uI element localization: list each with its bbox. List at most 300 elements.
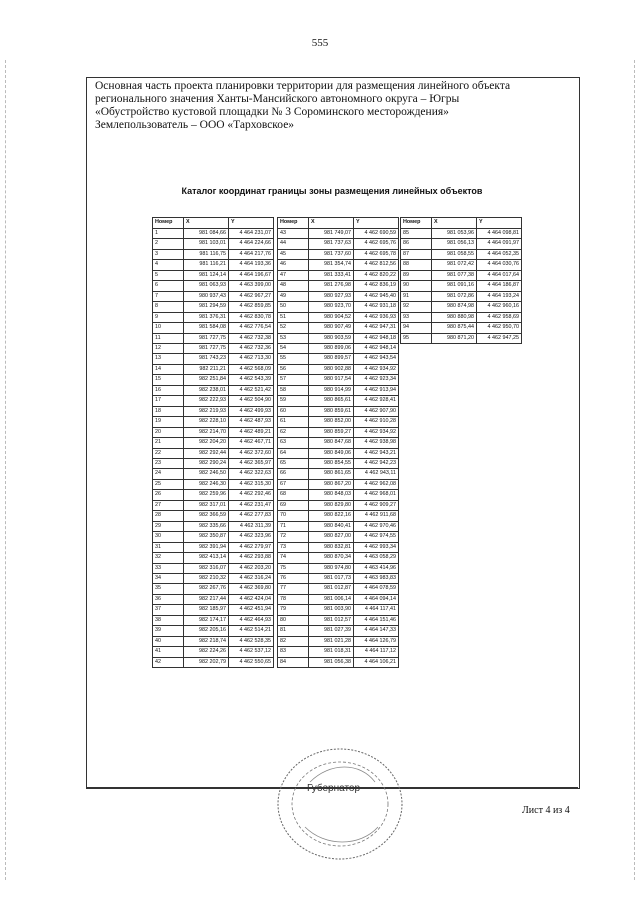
x-coordinate: 980 880,98	[432, 312, 477, 322]
x-coordinate: 982 214,70	[184, 427, 229, 437]
y-coordinate: 4 462 910,28	[354, 417, 399, 427]
y-coordinate: 4 462 931,18	[354, 302, 399, 312]
table-row	[153, 396, 274, 406]
y-coordinate: 4 464 091,97	[477, 239, 522, 249]
table-row	[278, 229, 399, 239]
x-coordinate: 982 218,74	[184, 636, 229, 646]
table-row	[278, 647, 399, 657]
y-coordinate: 4 462 467,71	[229, 438, 274, 448]
x-coordinate: 980 848,03	[309, 490, 354, 500]
point-number: 92	[401, 302, 432, 312]
point-number: 83	[278, 647, 309, 657]
x-coordinate: 982 317,01	[184, 500, 229, 510]
y-coordinate: 4 462 936,93	[354, 312, 399, 322]
x-coordinate: 982 202,79	[184, 657, 229, 667]
table-row	[278, 657, 399, 667]
x-coordinate: 980 907,49	[309, 323, 354, 333]
table-row	[153, 281, 274, 291]
y-coordinate: 4 462 928,41	[354, 396, 399, 406]
x-coordinate: 981 084,66	[184, 229, 229, 239]
point-number: 43	[278, 229, 309, 239]
y-coordinate: 4 462 504,90	[229, 396, 274, 406]
y-coordinate: 4 462 489,21	[229, 427, 274, 437]
y-coordinate: 4 462 695,76	[354, 239, 399, 249]
point-number: 84	[278, 657, 309, 667]
x-coordinate: 982 316,07	[184, 563, 229, 573]
table-row	[278, 500, 399, 510]
point-number: 62	[278, 427, 309, 437]
x-coordinate: 982 205,16	[184, 626, 229, 636]
y-coordinate: 4 462 695,78	[354, 249, 399, 259]
x-coordinate: 981 077,38	[432, 270, 477, 280]
y-coordinate: 4 464 094,14	[354, 594, 399, 604]
x-coordinate: 982 211,21	[184, 364, 229, 374]
point-number: 19	[153, 417, 184, 427]
point-number: 88	[401, 260, 432, 270]
y-coordinate: 4 462 942,23	[354, 458, 399, 468]
x-coordinate: 981 003,90	[309, 605, 354, 615]
y-coordinate: 4 462 713,30	[229, 354, 274, 364]
table-row	[278, 438, 399, 448]
x-coordinate: 981 354,74	[309, 260, 354, 270]
point-number: 8	[153, 302, 184, 312]
y-coordinate: 4 464 117,41	[354, 605, 399, 615]
point-number: 13	[153, 354, 184, 364]
table-row	[153, 249, 274, 259]
column-header-x: X	[184, 218, 229, 229]
point-number: 74	[278, 553, 309, 563]
point-number: 25	[153, 479, 184, 489]
table-header-row	[401, 218, 522, 229]
table-row	[153, 312, 274, 322]
y-coordinate: 4 462 315,30	[229, 479, 274, 489]
point-number: 10	[153, 323, 184, 333]
y-coordinate: 4 464 126,79	[354, 636, 399, 646]
point-number: 2	[153, 239, 184, 249]
y-coordinate: 4 462 451,94	[229, 605, 274, 615]
point-number: 67	[278, 479, 309, 489]
y-coordinate: 4 462 943,21	[354, 448, 399, 458]
table-row	[278, 323, 399, 333]
point-number: 5	[153, 270, 184, 280]
x-coordinate: 980 852,00	[309, 417, 354, 427]
table-row	[153, 469, 274, 479]
x-coordinate: 982 366,59	[184, 511, 229, 521]
x-coordinate: 980 827,00	[309, 532, 354, 542]
x-coordinate: 980 904,52	[309, 312, 354, 322]
table-row	[153, 239, 274, 249]
point-number: 16	[153, 385, 184, 395]
x-coordinate: 982 335,66	[184, 521, 229, 531]
coordinate-table-3	[400, 217, 522, 344]
x-coordinate: 981 053,96	[432, 229, 477, 239]
x-coordinate: 981 072,42	[432, 260, 477, 270]
page-number: 555	[311, 37, 329, 49]
y-coordinate: 4 462 568,09	[229, 364, 274, 374]
x-coordinate: 981 058,55	[432, 249, 477, 259]
table-row	[153, 364, 274, 374]
x-coordinate: 982 251,84	[184, 375, 229, 385]
table-row	[278, 448, 399, 458]
y-coordinate: 4 462 203,20	[229, 563, 274, 573]
table-row	[278, 333, 399, 343]
point-number: 44	[278, 239, 309, 249]
table-row	[153, 647, 274, 657]
x-coordinate: 980 899,06	[309, 343, 354, 353]
table-row	[278, 615, 399, 625]
x-coordinate: 980 875,44	[432, 323, 477, 333]
point-number: 35	[153, 584, 184, 594]
x-coordinate: 981 737,63	[309, 239, 354, 249]
point-number: 52	[278, 323, 309, 333]
point-number: 72	[278, 532, 309, 542]
table-row	[153, 657, 274, 667]
table-row	[153, 354, 274, 364]
point-number: 90	[401, 281, 432, 291]
point-number: 30	[153, 532, 184, 542]
y-coordinate: 4 464 193,36	[229, 260, 274, 270]
y-coordinate: 4 462 292,46	[229, 490, 274, 500]
x-coordinate: 981 376,31	[184, 312, 229, 322]
column-header-x: X	[309, 218, 354, 229]
table-row	[278, 396, 399, 406]
x-coordinate: 980 974,80	[309, 563, 354, 573]
x-coordinate: 981 072,86	[432, 291, 477, 301]
table-row	[401, 239, 522, 249]
y-coordinate: 4 462 943,54	[354, 354, 399, 364]
y-coordinate: 4 462 293,88	[229, 553, 274, 563]
coordinate-table-2	[277, 217, 399, 668]
x-coordinate: 981 012,87	[309, 584, 354, 594]
point-number: 32	[153, 553, 184, 563]
y-coordinate: 4 462 968,01	[354, 490, 399, 500]
table-row	[153, 636, 274, 646]
point-number: 24	[153, 469, 184, 479]
x-coordinate: 980 865,61	[309, 396, 354, 406]
x-coordinate: 982 246,30	[184, 479, 229, 489]
x-coordinate: 981 737,60	[309, 249, 354, 259]
x-coordinate: 981 012,57	[309, 615, 354, 625]
x-coordinate: 982 219,93	[184, 406, 229, 416]
point-number: 40	[153, 636, 184, 646]
x-coordinate: 980 854,55	[309, 458, 354, 468]
y-coordinate: 4 462 424,04	[229, 594, 274, 604]
table-row	[278, 626, 399, 636]
x-coordinate: 980 917,54	[309, 375, 354, 385]
x-coordinate: 982 259,96	[184, 490, 229, 500]
y-coordinate: 4 464 193,24	[477, 291, 522, 301]
table-row	[278, 532, 399, 542]
point-number: 93	[401, 312, 432, 322]
y-coordinate: 4 462 947,25	[477, 333, 522, 343]
table-row	[278, 417, 399, 427]
x-coordinate: 981 116,75	[184, 249, 229, 259]
point-number: 65	[278, 458, 309, 468]
point-number: 49	[278, 291, 309, 301]
table-row	[153, 406, 274, 416]
table-row	[278, 584, 399, 594]
y-coordinate: 4 462 934,92	[354, 427, 399, 437]
column-header-y: Y	[354, 218, 399, 229]
x-coordinate: 980 902,88	[309, 364, 354, 374]
y-coordinate: 4 462 820,22	[354, 270, 399, 280]
point-number: 14	[153, 364, 184, 374]
table-row	[153, 448, 274, 458]
x-coordinate: 981 727,75	[184, 343, 229, 353]
document-header	[95, 80, 565, 132]
x-coordinate: 982 413,14	[184, 553, 229, 563]
table-row	[153, 385, 274, 395]
x-coordinate: 981 027,39	[309, 626, 354, 636]
x-coordinate: 981 749,07	[309, 229, 354, 239]
table-row	[401, 302, 522, 312]
point-number: 27	[153, 500, 184, 510]
y-coordinate: 4 463 058,29	[354, 553, 399, 563]
x-coordinate: 981 056,38	[309, 657, 354, 667]
scan-edge-right	[634, 60, 636, 880]
y-coordinate: 4 462 859,85	[229, 302, 274, 312]
y-coordinate: 4 462 499,93	[229, 406, 274, 416]
point-number: 63	[278, 438, 309, 448]
x-coordinate: 980 847,68	[309, 438, 354, 448]
y-coordinate: 4 463 983,83	[354, 573, 399, 583]
table-row	[278, 594, 399, 604]
y-coordinate: 4 462 732,38	[229, 333, 274, 343]
point-number: 12	[153, 343, 184, 353]
y-coordinate: 4 462 528,35	[229, 636, 274, 646]
point-number: 89	[401, 270, 432, 280]
table-row	[401, 281, 522, 291]
y-coordinate: 4 464 117,12	[354, 647, 399, 657]
table-row	[401, 260, 522, 270]
header-line: регионального значения Ханты-Мансийского автономного округа – Югры	[95, 93, 460, 105]
y-coordinate: 4 462 960,16	[477, 302, 522, 312]
point-number: 17	[153, 396, 184, 406]
point-number: 66	[278, 469, 309, 479]
table-row	[278, 239, 399, 249]
y-coordinate: 4 462 909,27	[354, 500, 399, 510]
scan-edge-left	[5, 60, 7, 880]
y-coordinate: 4 464 106,21	[354, 657, 399, 667]
x-coordinate: 980 937,43	[184, 291, 229, 301]
table-row	[401, 333, 522, 343]
x-coordinate: 982 246,50	[184, 469, 229, 479]
x-coordinate: 980 914,99	[309, 385, 354, 395]
x-coordinate: 981 116,21	[184, 260, 229, 270]
table-row	[278, 406, 399, 416]
x-coordinate: 980 859,61	[309, 406, 354, 416]
signature-caption: Губернатор	[307, 783, 361, 794]
table-row	[153, 270, 274, 280]
point-number: 1	[153, 229, 184, 239]
table-row	[278, 375, 399, 385]
table-row	[153, 438, 274, 448]
table-row	[153, 323, 274, 333]
table-row	[401, 323, 522, 333]
table-row	[278, 542, 399, 552]
table-row	[278, 281, 399, 291]
x-coordinate: 980 923,70	[309, 302, 354, 312]
point-number: 61	[278, 417, 309, 427]
y-coordinate: 4 464 151,46	[354, 615, 399, 625]
x-coordinate: 981 727,75	[184, 333, 229, 343]
column-header-num: Номер	[401, 218, 432, 229]
header-line: Землепользователь – ООО «Тарховское»	[95, 119, 295, 131]
x-coordinate: 981 103,01	[184, 239, 229, 249]
table-row	[153, 343, 274, 353]
y-coordinate: 4 464 147,33	[354, 626, 399, 636]
point-number: 6	[153, 281, 184, 291]
table-row	[278, 553, 399, 563]
table-row	[153, 490, 274, 500]
point-number: 77	[278, 584, 309, 594]
x-coordinate: 980 822,16	[309, 511, 354, 521]
y-coordinate: 4 464 052,35	[477, 249, 522, 259]
y-coordinate: 4 462 993,34	[354, 542, 399, 552]
point-number: 4	[153, 260, 184, 270]
table-row	[153, 594, 274, 604]
y-coordinate: 4 462 322,63	[229, 469, 274, 479]
table-row	[153, 573, 274, 583]
catalog-title: Каталог координат границы зоны размещения линейных объектов	[181, 186, 483, 196]
y-coordinate: 4 462 521,42	[229, 385, 274, 395]
x-coordinate: 980 832,81	[309, 542, 354, 552]
point-number: 86	[401, 239, 432, 249]
y-coordinate: 4 462 911,68	[354, 511, 399, 521]
point-number: 82	[278, 636, 309, 646]
x-coordinate: 982 185,97	[184, 605, 229, 615]
table-row	[278, 458, 399, 468]
official-seal-stamp	[270, 742, 410, 862]
point-number: 37	[153, 605, 184, 615]
point-number: 94	[401, 323, 432, 333]
x-coordinate: 981 006,14	[309, 594, 354, 604]
y-coordinate: 4 464 224,66	[229, 239, 274, 249]
x-coordinate: 980 840,41	[309, 521, 354, 531]
point-number: 18	[153, 406, 184, 416]
point-number: 50	[278, 302, 309, 312]
table-row	[401, 312, 522, 322]
table-row	[278, 490, 399, 500]
point-number: 21	[153, 438, 184, 448]
point-number: 95	[401, 333, 432, 343]
y-coordinate: 4 464 017,64	[477, 270, 522, 280]
point-number: 54	[278, 343, 309, 353]
point-number: 22	[153, 448, 184, 458]
y-coordinate: 4 462 690,59	[354, 229, 399, 239]
y-coordinate: 4 462 732,36	[229, 343, 274, 353]
x-coordinate: 980 849,06	[309, 448, 354, 458]
point-number: 28	[153, 511, 184, 521]
y-coordinate: 4 463 414,96	[354, 563, 399, 573]
y-coordinate: 4 464 231,07	[229, 229, 274, 239]
point-number: 46	[278, 260, 309, 270]
x-coordinate: 981 743,23	[184, 354, 229, 364]
x-coordinate: 980 829,80	[309, 500, 354, 510]
column-header-num: Номер	[278, 218, 309, 229]
point-number: 53	[278, 333, 309, 343]
table-row	[153, 511, 274, 521]
table-row	[278, 469, 399, 479]
y-coordinate: 4 462 970,46	[354, 521, 399, 531]
x-coordinate: 980 859,27	[309, 427, 354, 437]
table-row	[153, 417, 274, 427]
point-number: 75	[278, 563, 309, 573]
y-coordinate: 4 462 948,18	[354, 333, 399, 343]
table-row	[153, 563, 274, 573]
table-row	[153, 500, 274, 510]
point-number: 11	[153, 333, 184, 343]
y-coordinate: 4 462 365,97	[229, 458, 274, 468]
y-coordinate: 4 462 369,80	[229, 584, 274, 594]
table-row	[278, 636, 399, 646]
x-coordinate: 982 350,87	[184, 532, 229, 542]
column-header-y: Y	[229, 218, 274, 229]
table-row	[278, 354, 399, 364]
x-coordinate: 981 333,41	[309, 270, 354, 280]
table-row	[401, 249, 522, 259]
y-coordinate: 4 462 945,40	[354, 291, 399, 301]
table-row	[153, 479, 274, 489]
y-coordinate: 4 462 938,98	[354, 438, 399, 448]
table-row	[153, 260, 274, 270]
x-coordinate: 981 017,73	[309, 573, 354, 583]
x-coordinate: 980 871,20	[432, 333, 477, 343]
point-number: 7	[153, 291, 184, 301]
table-row	[401, 291, 522, 301]
y-coordinate: 4 464 196,67	[229, 270, 274, 280]
point-number: 26	[153, 490, 184, 500]
y-coordinate: 4 462 776,54	[229, 323, 274, 333]
point-number: 38	[153, 615, 184, 625]
x-coordinate: 982 290,24	[184, 458, 229, 468]
x-coordinate: 982 224,26	[184, 647, 229, 657]
y-coordinate: 4 462 550,65	[229, 657, 274, 667]
table-row	[153, 375, 274, 385]
point-number: 36	[153, 594, 184, 604]
point-number: 80	[278, 615, 309, 625]
x-coordinate: 982 222,93	[184, 396, 229, 406]
y-coordinate: 4 462 958,69	[477, 312, 522, 322]
y-coordinate: 4 462 967,27	[229, 291, 274, 301]
table-row	[153, 427, 274, 437]
y-coordinate: 4 462 231,47	[229, 500, 274, 510]
x-coordinate: 982 228,10	[184, 417, 229, 427]
y-coordinate: 4 462 836,19	[354, 281, 399, 291]
x-coordinate: 981 276,98	[309, 281, 354, 291]
table-row	[278, 249, 399, 259]
header-line: «Обустройство кустовой площадки № 3 Сороминского месторождения»	[95, 106, 449, 118]
table-row	[153, 542, 274, 552]
table-row	[278, 260, 399, 270]
x-coordinate: 980 927,93	[309, 291, 354, 301]
table-row	[153, 458, 274, 468]
point-number: 64	[278, 448, 309, 458]
x-coordinate: 980 870,34	[309, 553, 354, 563]
table-header-row	[153, 218, 274, 229]
header-line: Основная часть проекта планировки территории для размещения линейного объекта	[95, 80, 511, 92]
point-number: 59	[278, 396, 309, 406]
point-number: 56	[278, 364, 309, 374]
point-number: 23	[153, 458, 184, 468]
point-number: 78	[278, 594, 309, 604]
point-number: 69	[278, 500, 309, 510]
x-coordinate: 982 267,76	[184, 584, 229, 594]
y-coordinate: 4 462 943,11	[354, 469, 399, 479]
y-coordinate: 4 462 487,93	[229, 417, 274, 427]
point-number: 55	[278, 354, 309, 364]
x-coordinate: 982 292,44	[184, 448, 229, 458]
